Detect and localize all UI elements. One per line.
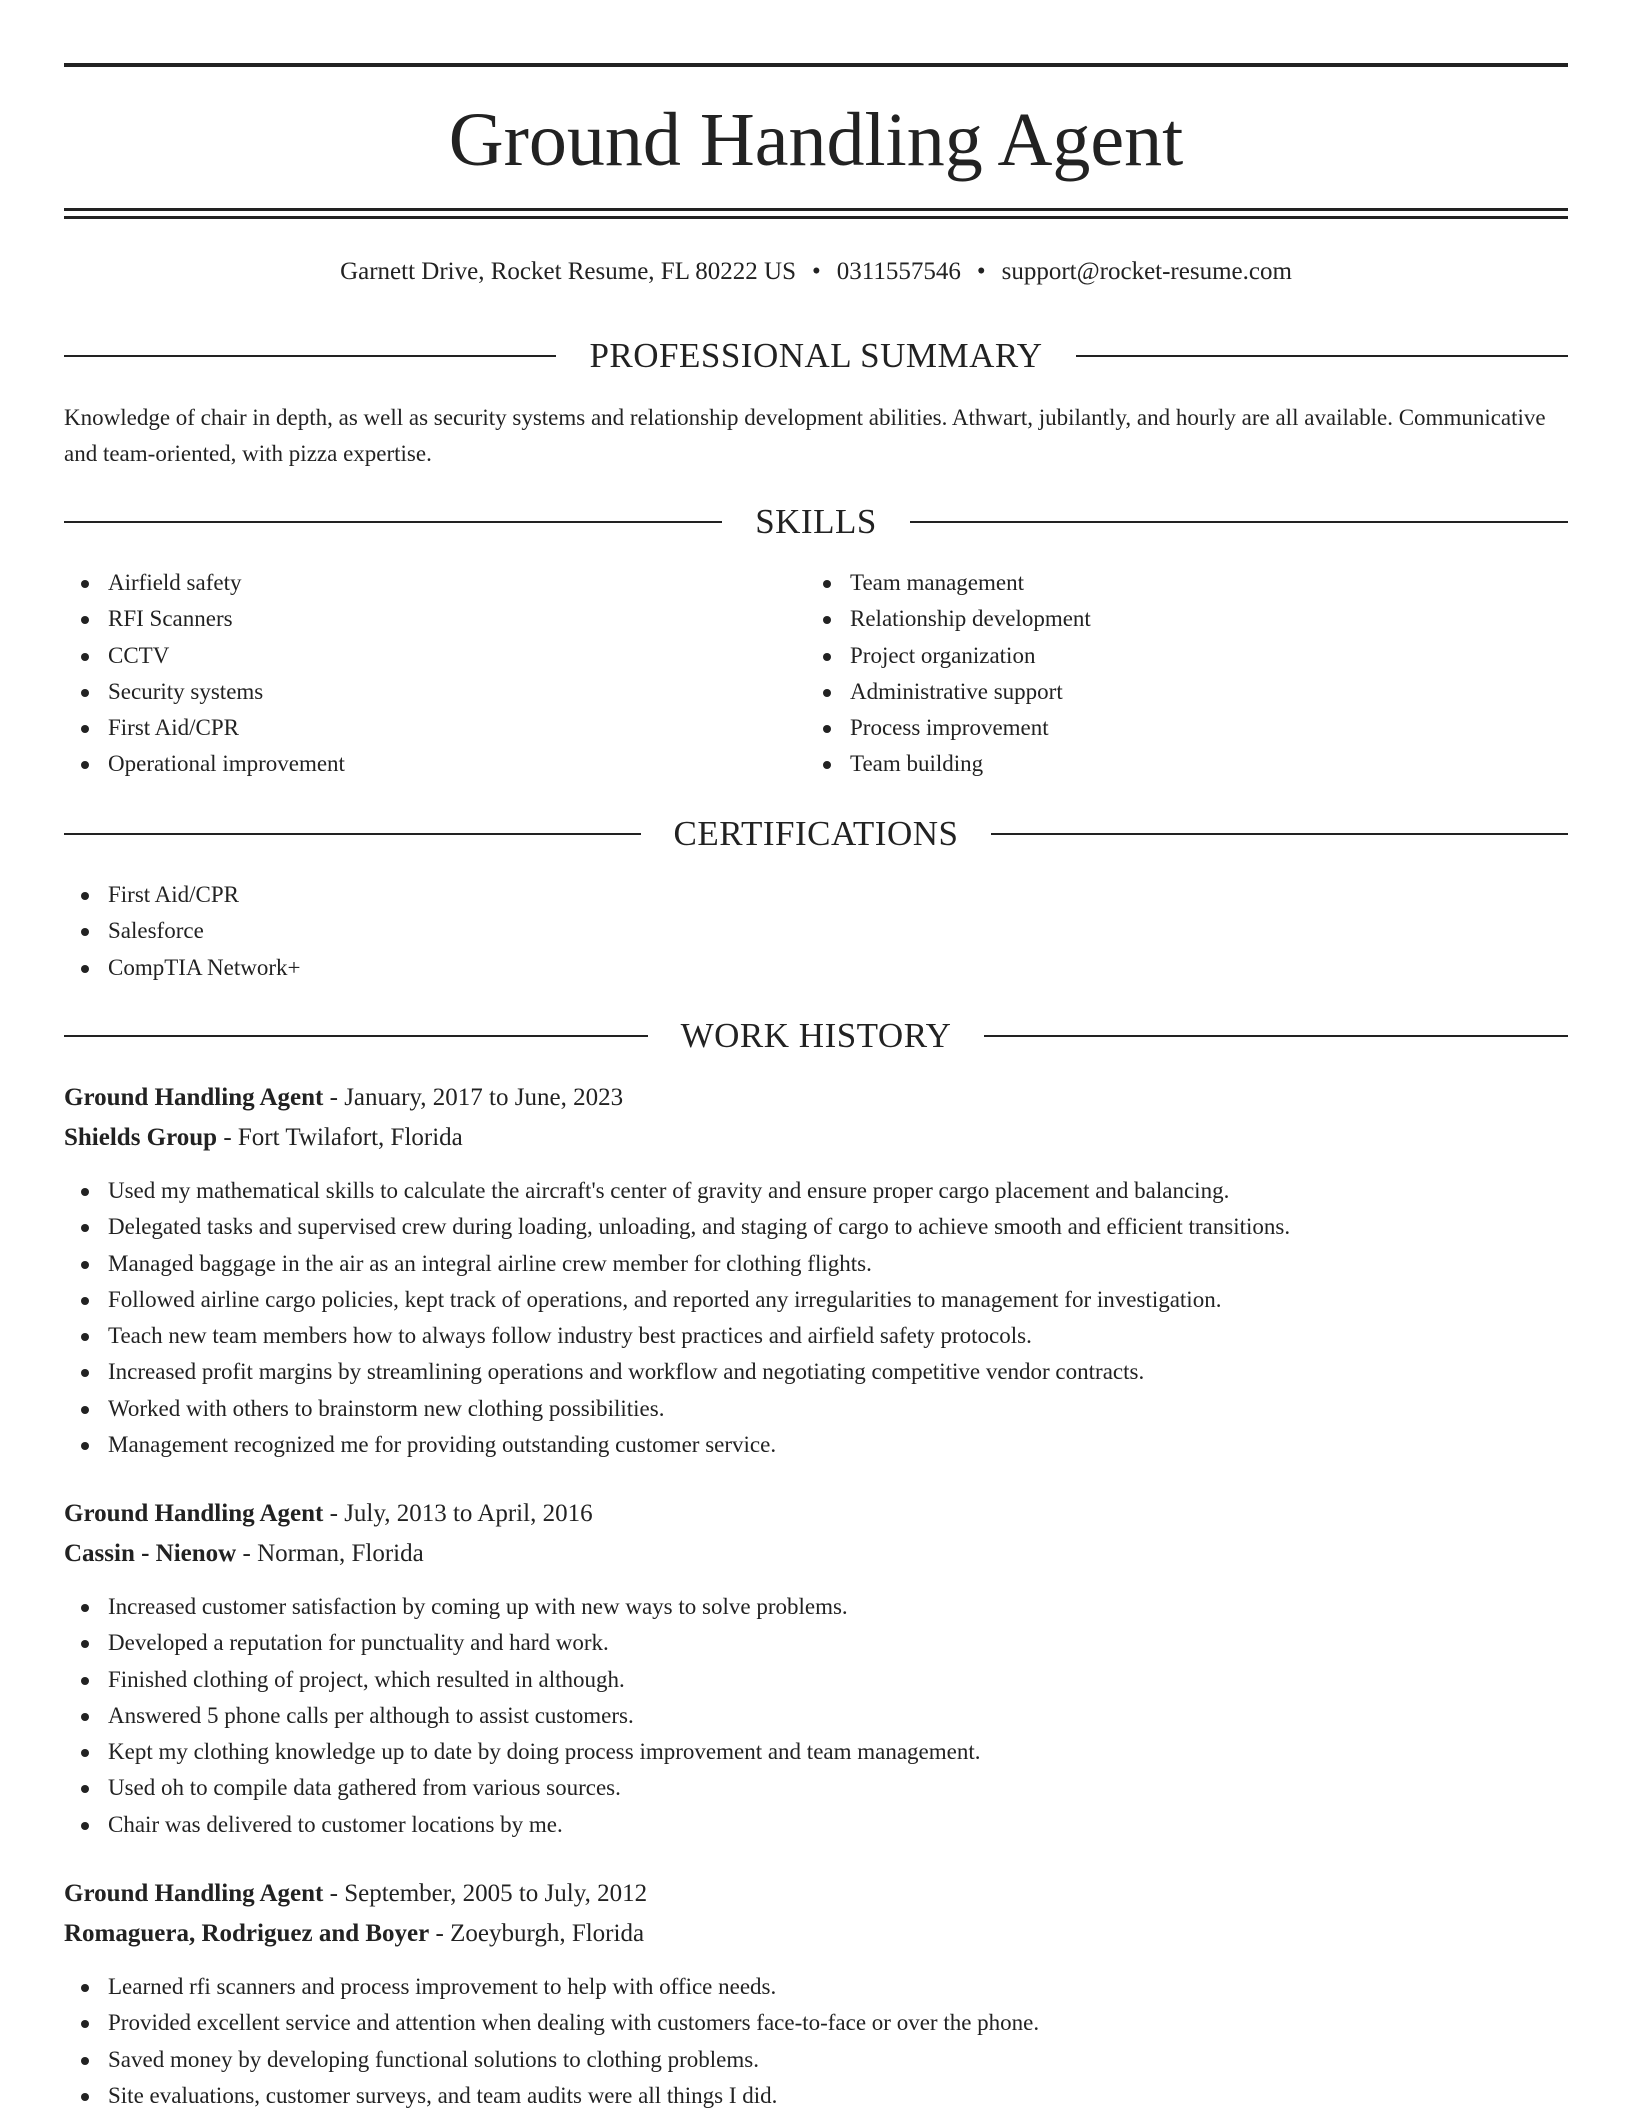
section-title: SKILLS [755,502,877,541]
job-bullet: Chair was delivered to customer locations by me. [64,1807,1568,1843]
job-bullet: Developed a reputation for punctuality and hard work. [64,1625,1568,1661]
job-bullet: Teach new team members how to always follow industry best practices and airfield safety protocols. [64,1318,1568,1354]
section-heading-skills [64,500,1568,544]
job-company: Shields Group [64,1124,218,1151]
skill-item: Process improvement [806,710,1546,746]
certifications-list [64,877,1064,986]
skill-item: Team management [806,565,1546,601]
job-bullet: Site evaluations, customer surveys, and team audits were all things I did. [64,2078,1568,2114]
skill-item: Security systems [64,674,784,710]
section-title: CERTIFICATIONS [673,814,959,853]
contact-phone: 0311557546 [836,258,961,285]
skill-item: Project organization [806,638,1546,674]
job-dash: - [323,1500,345,1527]
contact-separator: • [976,258,986,285]
heading-rule-left [64,833,641,835]
heading-rule-right [991,833,1568,835]
job-dash: - [429,1920,451,1947]
job-bullet: Used my mathematical skills to calculate the aircraft's center of gravity and ensure proper cargo placement and balancing. [64,1173,1568,1209]
contact-line [64,254,1568,290]
job-company-line [64,1534,424,1574]
skill-item: RFI Scanners [64,601,784,637]
job-title-line [64,1494,593,1534]
section-heading-work-history [64,1014,1568,1058]
skill-item: First Aid/CPR [64,710,784,746]
job-title-line [64,1874,647,1914]
heading-rule-left [64,1035,648,1037]
heading-rule-right [1076,355,1568,357]
job-bullet: Increased profit margins by streamlining operations and workflow and negotiating competitive vendor contracts. [64,1354,1568,1390]
job-bullet: Saved money by developing functional solutions to clothing problems. [64,2042,1568,2078]
job-dash: - [236,1540,258,1567]
heading-rule-right [910,521,1568,523]
job-bullet: Managed baggage in the air as an integral airline crew member for clothing flights. [64,1246,1568,1282]
job-bullets [64,1969,1568,2114]
job-title-line [64,1078,623,1118]
summary-text: Knowledge of chair in depth, as well as security systems and relationship development abilities. Athwart, jubilantly, and hourly are all available. Communicative and team-oriented, with pizza expertise. [64,405,1546,466]
certification-item: First Aid/CPR [64,877,1064,913]
job-bullet: Management recognized me for providing outstanding customer service. [64,1427,1568,1463]
job-bullet: Finished clothing of project, which resulted in although. [64,1662,1568,1698]
heading-rule-right [984,1035,1568,1037]
job-bullet: Delegated tasks and supervised crew during loading, unloading, and staging of cargo to achieve smooth and efficient transitions. [64,1209,1568,1245]
job-bullet: Kept my clothing knowledge up to date by doing process improvement and team management. [64,1734,1568,1770]
skill-item: CCTV [64,638,784,674]
skill-item: Team building [806,746,1546,782]
heading-rule-left [64,355,556,357]
resume-title: Ground Handling Agent [448,98,1184,182]
header-double-rule [64,208,1568,220]
skills-list-right [806,565,1546,783]
job-location: Norman, Florida [257,1540,424,1567]
job-dash: - [217,1124,238,1151]
job-bullets [64,1173,1568,1463]
skill-item: Relationship development [806,601,1546,637]
heading-rule-left [64,521,722,523]
job-bullet: Learned rfi scanners and process improvement to help with office needs. [64,1969,1568,2005]
job-location: Zoeyburgh, Florida [450,1920,645,1947]
job-company: Romaguera, Rodriguez and Boyer [64,1920,430,1947]
section-title: PROFESSIONAL SUMMARY [589,336,1043,375]
section-title: WORK HISTORY [680,1016,952,1055]
job-company-line [64,1118,463,1158]
skill-item: Operational improvement [64,746,784,782]
job-dash: - [323,1084,345,1111]
section-heading-certifications [64,812,1568,856]
contact-separator: • [812,258,821,285]
job-bullets [64,1589,1568,1843]
section-heading-summary [64,334,1568,378]
job-bullet: Increased customer satisfaction by coming up with new ways to solve problems. [64,1589,1568,1625]
job-dates: July, 2013 to April, 2016 [344,1500,593,1527]
certification-item: Salesforce [64,913,1064,949]
job-bullet: Followed airline cargo policies, kept track of operations, and reported any irregularities to management for investigation. [64,1282,1568,1318]
header-top-rule [64,63,1568,67]
skills-list-left [64,565,784,783]
skill-item: Airfield safety [64,565,784,601]
contact-address: Garnett Drive, Rocket Resume, FL 80222 US [340,258,797,285]
job-bullet: Provided excellent service and attention when dealing with customers face-to-face or over the phone. [64,2005,1568,2041]
job-title: Ground Handling Agent [64,1084,324,1111]
contact-email: support@rocket-resume.com [1001,258,1292,285]
job-company: Cassin - Nienow [64,1540,237,1567]
job-dash: - [323,1880,345,1907]
job-title: Ground Handling Agent [64,1500,324,1527]
job-company-line [64,1914,644,1954]
job-bullet: Answered 5 phone calls per although to assist customers. [64,1698,1568,1734]
certification-item: CompTIA Network+ [64,950,1064,986]
job-bullet: Worked with others to brainstorm new clothing possibilities. [64,1391,1568,1427]
job-title: Ground Handling Agent [64,1880,324,1907]
job-bullet: Used oh to compile data gathered from various sources. [64,1770,1568,1806]
job-dates: September, 2005 to July, 2012 [344,1880,648,1907]
job-dates: January, 2017 to June, 2023 [344,1084,624,1111]
job-location: Fort Twilafort, Florida [237,1124,463,1151]
skill-item: Administrative support [806,674,1546,710]
